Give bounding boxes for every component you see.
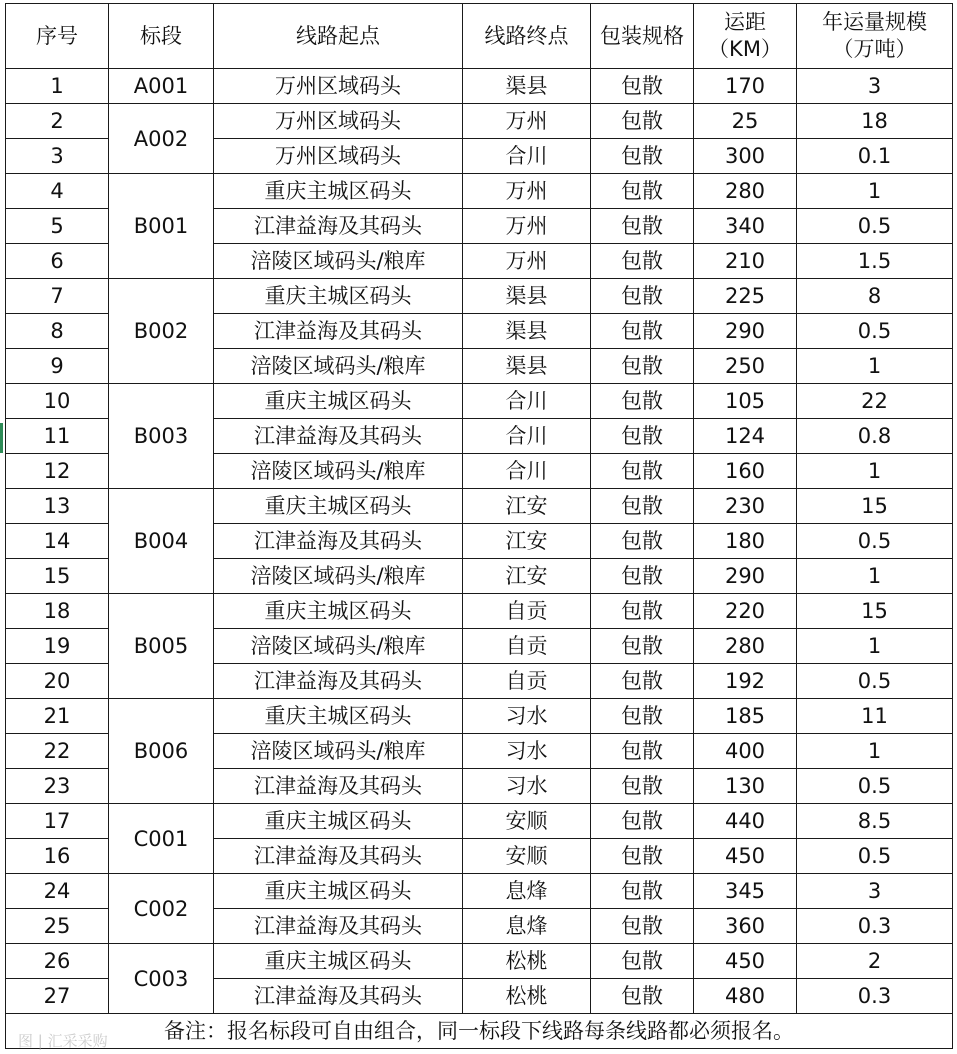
cell-distance[interactable]: 210 <box>694 244 797 279</box>
cell-distance[interactable]: 192 <box>694 664 797 699</box>
cell-packaging[interactable]: 包散 <box>591 559 694 594</box>
cell-start[interactable]: 江津益海及其码头 <box>214 909 463 944</box>
cell-packaging[interactable]: 包散 <box>591 349 694 384</box>
cell-volume[interactable]: 8 <box>797 279 953 314</box>
cell-volume[interactable]: 0.3 <box>797 909 953 944</box>
cell-start[interactable]: 涪陵区域码头/粮库 <box>214 734 463 769</box>
cell-seq[interactable]: 20 <box>6 664 109 699</box>
remark-row <box>6 1014 953 1049</box>
table-body <box>6 69 953 1014</box>
cell-volume[interactable]: 1 <box>797 734 953 769</box>
cell-seq[interactable]: 4 <box>6 174 109 209</box>
table-row <box>6 279 953 314</box>
cell-packaging[interactable]: 包散 <box>591 804 694 839</box>
cell-seq[interactable]: 18 <box>6 594 109 629</box>
cell-end[interactable]: 江安 <box>463 489 591 524</box>
cell-packaging[interactable]: 包散 <box>591 314 694 349</box>
header-distance[interactable] <box>694 4 797 69</box>
cell-packaging[interactable]: 包散 <box>591 139 694 174</box>
cell-distance[interactable]: 440 <box>694 804 797 839</box>
cell-end[interactable]: 松桃 <box>463 944 591 979</box>
spreadsheet <box>5 3 952 1049</box>
cell-seq[interactable]: 15 <box>6 559 109 594</box>
cell-seq[interactable]: 13 <box>6 489 109 524</box>
cell-volume[interactable]: 8.5 <box>797 804 953 839</box>
cell-packaging[interactable]: 包散 <box>591 664 694 699</box>
cell-packaging[interactable]: 包散 <box>591 419 694 454</box>
cell-start[interactable]: 涪陵区域码头/粮库 <box>214 629 463 664</box>
cell-packaging[interactable]: 包散 <box>591 454 694 489</box>
table-row <box>6 489 953 524</box>
cell-end[interactable]: 合川 <box>463 419 591 454</box>
cell-packaging[interactable]: 包散 <box>591 629 694 664</box>
cell-end[interactable]: 合川 <box>463 384 591 419</box>
cell-start[interactable]: 重庆主城区码头 <box>214 174 463 209</box>
cell-start[interactable]: 江津益海及其码头 <box>214 664 463 699</box>
cell-volume[interactable]: 0.8 <box>797 419 953 454</box>
header-distance-line1: 运距 <box>724 10 766 34</box>
cell-start[interactable]: 江津益海及其码头 <box>214 524 463 559</box>
cell-end[interactable]: 合川 <box>463 454 591 489</box>
cell-packaging[interactable]: 包散 <box>591 874 694 909</box>
cell-volume[interactable]: 22 <box>797 384 953 419</box>
header-volume-line2: （万吨） <box>832 37 917 61</box>
cell-seq[interactable]: 2 <box>6 104 109 139</box>
cell-distance[interactable]: 25 <box>694 104 797 139</box>
cell-end[interactable]: 习水 <box>463 769 591 804</box>
header-volume-line1: 年运量规模 <box>822 10 927 34</box>
cell-end[interactable]: 万州 <box>463 209 591 244</box>
header-end[interactable]: 线路终点 <box>463 4 591 69</box>
cell-seq[interactable]: 21 <box>6 699 109 734</box>
cell-start[interactable]: 万州区域码头 <box>214 139 463 174</box>
cell-end[interactable]: 江安 <box>463 559 591 594</box>
cell-seq[interactable]: 19 <box>6 629 109 664</box>
cell-seq[interactable]: 9 <box>6 349 109 384</box>
cell-start[interactable]: 重庆主城区码头 <box>214 699 463 734</box>
cell-volume[interactable]: 0.3 <box>797 979 953 1014</box>
cell-distance[interactable]: 124 <box>694 419 797 454</box>
cell-end[interactable]: 习水 <box>463 734 591 769</box>
cell-volume[interactable]: 0.5 <box>797 664 953 699</box>
remark-cell[interactable]: 备注：报名标段可自由组合，同一标段下线路每条线路都必须报名。 <box>6 1014 953 1049</box>
header-packaging[interactable]: 包装规格 <box>591 4 694 69</box>
cell-end[interactable]: 渠县 <box>463 279 591 314</box>
table-row <box>6 944 953 979</box>
cell-volume[interactable]: 0.5 <box>797 769 953 804</box>
cell-packaging[interactable]: 包散 <box>591 244 694 279</box>
cell-end[interactable]: 自贡 <box>463 664 591 699</box>
cell-volume[interactable]: 0.5 <box>797 839 953 874</box>
cell-end[interactable]: 习水 <box>463 699 591 734</box>
cell-volume[interactable]: 3 <box>797 874 953 909</box>
cell-start[interactable]: 涪陵区域码头/粮库 <box>214 349 463 384</box>
cell-seq[interactable]: 10 <box>6 384 109 419</box>
active-row-marker <box>0 423 3 453</box>
cell-end[interactable]: 自贡 <box>463 629 591 664</box>
cell-seq[interactable]: 25 <box>6 909 109 944</box>
table-row <box>6 804 953 839</box>
table-row <box>6 384 953 419</box>
cell-volume[interactable]: 1 <box>797 454 953 489</box>
cell-end[interactable]: 渠县 <box>463 349 591 384</box>
cell-volume[interactable]: 1 <box>797 174 953 209</box>
cell-end[interactable]: 合川 <box>463 139 591 174</box>
cell-seq[interactable]: 26 <box>6 944 109 979</box>
cell-volume[interactable]: 15 <box>797 489 953 524</box>
cell-start[interactable]: 江津益海及其码头 <box>214 209 463 244</box>
cell-distance[interactable]: 290 <box>694 314 797 349</box>
cell-seq[interactable]: 11 <box>6 419 109 454</box>
cell-packaging[interactable]: 包散 <box>591 734 694 769</box>
cell-end[interactable]: 息烽 <box>463 909 591 944</box>
cell-packaging[interactable]: 包散 <box>591 699 694 734</box>
cell-packaging[interactable]: 包散 <box>591 524 694 559</box>
cell-start[interactable]: 涪陵区域码头/粮库 <box>214 454 463 489</box>
cell-distance[interactable]: 280 <box>694 174 797 209</box>
cell-section[interactable]: B001 <box>109 174 214 279</box>
cell-end[interactable]: 渠县 <box>463 69 591 104</box>
cell-volume[interactable]: 0.5 <box>797 524 953 559</box>
cell-seq[interactable]: 27 <box>6 979 109 1014</box>
table-row <box>6 104 953 139</box>
cell-packaging[interactable]: 包散 <box>591 594 694 629</box>
cell-distance[interactable]: 220 <box>694 594 797 629</box>
cell-packaging[interactable]: 包散 <box>591 909 694 944</box>
cell-seq[interactable]: 23 <box>6 769 109 804</box>
cell-end[interactable]: 渠县 <box>463 314 591 349</box>
cell-distance[interactable]: 450 <box>694 944 797 979</box>
cell-end[interactable]: 安顺 <box>463 839 591 874</box>
watermark-text: 图 | 汇采采购 <box>18 1032 108 1050</box>
header-section[interactable]: 标段 <box>109 4 214 69</box>
cell-distance[interactable]: 345 <box>694 874 797 909</box>
cell-start[interactable]: 重庆主城区码头 <box>214 874 463 909</box>
cell-section[interactable]: A001 <box>109 69 214 104</box>
cell-seq[interactable]: 14 <box>6 524 109 559</box>
cell-seq[interactable]: 7 <box>6 279 109 314</box>
cell-distance[interactable]: 160 <box>694 454 797 489</box>
header-distance-line2: （KM） <box>708 37 782 61</box>
cell-section[interactable]: B003 <box>109 384 214 489</box>
cell-distance[interactable]: 230 <box>694 489 797 524</box>
cell-packaging[interactable]: 包散 <box>591 69 694 104</box>
cell-start[interactable]: 重庆主城区码头 <box>214 384 463 419</box>
cell-seq[interactable]: 17 <box>6 804 109 839</box>
cell-end[interactable]: 安顺 <box>463 804 591 839</box>
cell-packaging[interactable]: 包散 <box>591 489 694 524</box>
cell-start[interactable]: 涪陵区域码头/粮库 <box>214 559 463 594</box>
table-row <box>6 69 953 104</box>
cell-packaging[interactable]: 包散 <box>591 944 694 979</box>
cell-start[interactable]: 江津益海及其码头 <box>214 979 463 1014</box>
cell-distance[interactable]: 105 <box>694 384 797 419</box>
cell-section[interactable]: C002 <box>109 874 214 944</box>
cell-volume[interactable]: 11 <box>797 699 953 734</box>
cell-distance[interactable]: 290 <box>694 559 797 594</box>
header-seq[interactable]: 序号 <box>6 4 109 69</box>
cell-section[interactable]: A002 <box>109 104 214 174</box>
cell-start[interactable]: 重庆主城区码头 <box>214 594 463 629</box>
cell-seq[interactable]: 22 <box>6 734 109 769</box>
cell-distance[interactable]: 250 <box>694 349 797 384</box>
cell-volume[interactable]: 1 <box>797 559 953 594</box>
cell-distance[interactable]: 340 <box>694 209 797 244</box>
cell-packaging[interactable]: 包散 <box>591 839 694 874</box>
header-row <box>6 4 953 69</box>
table-row <box>6 874 953 909</box>
cell-distance[interactable]: 450 <box>694 839 797 874</box>
cell-packaging[interactable]: 包散 <box>591 174 694 209</box>
cell-end[interactable]: 江安 <box>463 524 591 559</box>
cell-distance[interactable]: 185 <box>694 699 797 734</box>
cell-section[interactable]: B004 <box>109 489 214 594</box>
cell-section[interactable]: B005 <box>109 594 214 699</box>
cell-volume[interactable]: 15 <box>797 594 953 629</box>
cell-start[interactable]: 万州区域码头 <box>214 104 463 139</box>
cell-start[interactable]: 江津益海及其码头 <box>214 314 463 349</box>
cell-start[interactable]: 江津益海及其码头 <box>214 419 463 454</box>
cell-distance[interactable]: 480 <box>694 979 797 1014</box>
cell-seq[interactable]: 6 <box>6 244 109 279</box>
cell-volume[interactable]: 1 <box>797 349 953 384</box>
cell-seq[interactable]: 5 <box>6 209 109 244</box>
cell-start[interactable]: 重庆主城区码头 <box>214 944 463 979</box>
cell-packaging[interactable]: 包散 <box>591 209 694 244</box>
cell-volume[interactable]: 0.1 <box>797 139 953 174</box>
header-volume[interactable] <box>797 4 953 69</box>
cell-end[interactable]: 万州 <box>463 244 591 279</box>
cell-seq[interactable]: 1 <box>6 69 109 104</box>
table-row <box>6 174 953 209</box>
cell-end[interactable]: 息烽 <box>463 874 591 909</box>
cell-end[interactable]: 万州 <box>463 104 591 139</box>
cell-start[interactable]: 重庆主城区码头 <box>214 489 463 524</box>
cell-packaging[interactable]: 包散 <box>591 384 694 419</box>
cell-distance[interactable]: 170 <box>694 69 797 104</box>
header-start[interactable]: 线路起点 <box>214 4 463 69</box>
cell-volume[interactable]: 18 <box>797 104 953 139</box>
cell-start[interactable]: 重庆主城区码头 <box>214 804 463 839</box>
cell-section[interactable]: B006 <box>109 699 214 804</box>
cell-volume[interactable]: 1 <box>797 629 953 664</box>
cell-start[interactable]: 涪陵区域码头/粮库 <box>214 244 463 279</box>
cell-volume[interactable]: 3 <box>797 69 953 104</box>
cell-section[interactable]: C003 <box>109 944 214 1014</box>
cell-volume[interactable]: 0.5 <box>797 209 953 244</box>
cell-seq[interactable]: 8 <box>6 314 109 349</box>
cell-end[interactable]: 松桃 <box>463 979 591 1014</box>
cell-start[interactable]: 重庆主城区码头 <box>214 279 463 314</box>
cell-distance[interactable]: 360 <box>694 909 797 944</box>
cell-end[interactable]: 自贡 <box>463 594 591 629</box>
table-row <box>6 594 953 629</box>
cell-seq[interactable]: 12 <box>6 454 109 489</box>
cell-seq[interactable]: 16 <box>6 839 109 874</box>
cell-section[interactable]: B002 <box>109 279 214 384</box>
table-row <box>6 699 953 734</box>
cell-volume[interactable]: 2 <box>797 944 953 979</box>
cell-packaging[interactable]: 包散 <box>591 769 694 804</box>
cell-distance[interactable]: 280 <box>694 629 797 664</box>
cell-section[interactable]: C001 <box>109 804 214 874</box>
cell-start[interactable]: 江津益海及其码头 <box>214 839 463 874</box>
cell-distance[interactable]: 225 <box>694 279 797 314</box>
cell-end[interactable]: 万州 <box>463 174 591 209</box>
cell-seq[interactable]: 24 <box>6 874 109 909</box>
cell-distance[interactable]: 400 <box>694 734 797 769</box>
cell-packaging[interactable]: 包散 <box>591 104 694 139</box>
cell-start[interactable]: 江津益海及其码头 <box>214 769 463 804</box>
route-table <box>5 3 953 1049</box>
cell-seq[interactable]: 3 <box>6 139 109 174</box>
cell-distance[interactable]: 300 <box>694 139 797 174</box>
cell-distance[interactable]: 180 <box>694 524 797 559</box>
cell-packaging[interactable]: 包散 <box>591 279 694 314</box>
cell-start[interactable]: 万州区域码头 <box>214 69 463 104</box>
cell-volume[interactable]: 1.5 <box>797 244 953 279</box>
cell-distance[interactable]: 130 <box>694 769 797 804</box>
cell-packaging[interactable]: 包散 <box>591 979 694 1014</box>
cell-volume[interactable]: 0.5 <box>797 314 953 349</box>
